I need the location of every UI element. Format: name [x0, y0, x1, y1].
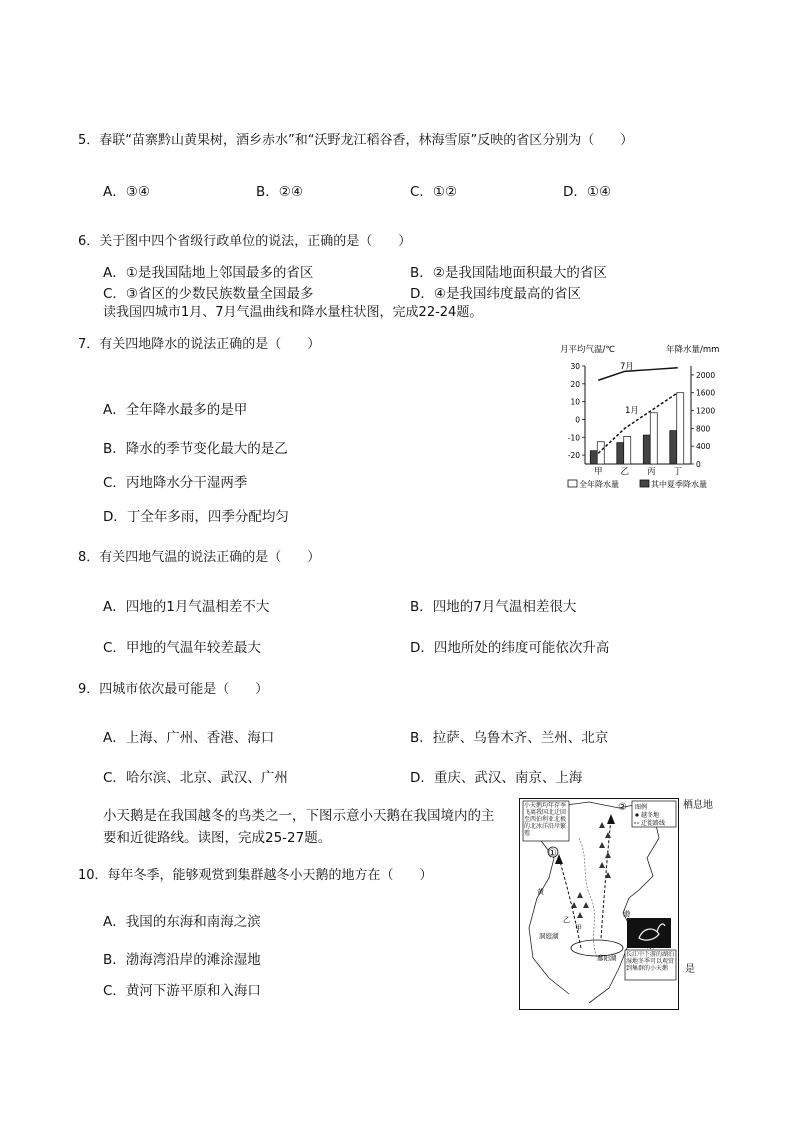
q7-option-a[interactable]: A．全年降水最多的是甲 — [103, 402, 248, 418]
q10-stem: 10．每年冬季，能够观赏到集群越冬小天鹅的地方在（ ） — [78, 868, 433, 883]
chart-ylabel-right: 年降水量/mm — [666, 345, 720, 355]
label-jan: 1月 — [625, 406, 639, 416]
map-note2: 长江中下游的湖泊湿地冬季可以观赏到集群的小天鹅 — [626, 951, 675, 972]
category-label: 丙 — [646, 467, 656, 477]
chart-ylabel-left: 月平均气温/℃ — [560, 345, 615, 355]
category-label: 乙 — [620, 467, 630, 477]
q7-option-c[interactable]: C．丙地降水分干湿两季 — [103, 475, 248, 491]
temp-tick-label: 20 — [570, 379, 580, 389]
map-legend-item-1: 越冬地 — [641, 812, 660, 819]
place-dongting: 洞庭湖 — [539, 932, 559, 940]
temp-tick-label: -10 — [567, 433, 580, 443]
category-label: 丁 — [673, 467, 683, 477]
map-legend-item-2: 迁徙路线 — [641, 820, 666, 827]
temp-tick-label: 0 — [575, 415, 580, 425]
q8-option-a[interactable]: A．四地的1月气温相差不大 — [103, 599, 270, 615]
q8-option-d[interactable]: D．四地所处的纬度可能依次升高 — [410, 640, 610, 656]
q10-option-a[interactable]: A．我国的东海和南海之滨 — [103, 914, 261, 930]
bar-summer-precip — [670, 431, 677, 464]
q9-option-a[interactable]: A．上海、广州、香港、海口 — [103, 730, 275, 746]
bar-total-precip — [624, 436, 631, 464]
q6-option-d[interactable]: D．④是我国纬度最高的省区 — [410, 286, 581, 302]
legend-summer-label: 其中夏季降水量 — [651, 480, 707, 489]
q7-option-d[interactable]: D．丁全年多雨，四季分配均匀 — [103, 509, 289, 525]
jan-temp-line — [598, 393, 678, 454]
label-july: 7月 — [620, 362, 634, 372]
temp-tick-label: -20 — [567, 451, 580, 461]
q7-stem: 7．有关四地降水的说法正确的是（ ） — [78, 337, 321, 352]
q5-option-a[interactable]: A．③④ — [103, 184, 150, 200]
q5-stem: 5．春联“苗寨黔山黄果树，酒乡赤水”和“沃野龙江稻谷香，林海雪原”反映的省区分别为（ ） — [78, 133, 634, 148]
marker-2: ② — [618, 802, 627, 813]
place-bo: 渤 — [623, 910, 630, 918]
q9-option-b[interactable]: B．拉萨、乌鲁木齐、兰州、北京 — [410, 730, 609, 746]
temp-tick-label: 10 — [570, 397, 580, 407]
legend-total-label: 全年降水量 — [579, 480, 619, 489]
legend-winter-symbol — [635, 813, 638, 816]
bar-summer-precip — [617, 443, 624, 464]
q6-option-b[interactable]: B．②是我国陆地面积最大的省区 — [410, 265, 607, 281]
bar-summer-precip — [590, 451, 597, 464]
q7-option-b[interactable]: B．降水的季节变化最大的是乙 — [103, 441, 288, 457]
q8-stem: 8．有关四地气温的说法正确的是（ ） — [78, 550, 321, 565]
q6-option-a[interactable]: A．①是我国陆地上邻国最多的省区 — [103, 265, 314, 281]
precip-tick-label: 0 — [696, 460, 701, 469]
q9-option-d[interactable]: D．重庆、武汉、南京、上海 — [410, 770, 583, 786]
side-label-is: 是 — [685, 964, 695, 975]
precip-tick-label: 1600 — [696, 388, 716, 398]
q5-option-d[interactable]: D．①④ — [563, 184, 612, 200]
category-label: 甲 — [593, 467, 603, 477]
map-note1: 小天鹅均年存季飞离我国北迁回至西伯利亚北极的北冰洋沿岸繁殖 — [524, 802, 567, 837]
precip-tick-label: 400 — [696, 442, 711, 452]
july-temp-line — [598, 368, 678, 380]
q8-option-c[interactable]: C．甲地的气温年较差最大 — [103, 640, 261, 656]
q10-option-c[interactable]: C．黄河下游平原和入海口 — [103, 983, 261, 999]
swan-photo — [627, 918, 671, 948]
q6-stem: 6．关于图中四个省级行政单位的说法，正确的是（ ） — [78, 234, 412, 249]
q6-option-c[interactable]: C．③省区的少数民族数量全国最多 — [103, 286, 314, 302]
legend-summer-swatch — [640, 480, 649, 487]
precip-tick-label: 800 — [696, 424, 711, 434]
precip-tick-label: 1200 — [696, 406, 716, 416]
place-jia: 甲 — [575, 924, 582, 932]
place-poyang: 鄱阳湖 — [597, 954, 617, 962]
intro-chart: 读我国四城市1月、7月气温曲线和降水量柱状图，完成22-24题。 — [103, 305, 483, 320]
bar-total-precip — [677, 393, 684, 464]
q10-option-b[interactable]: B．渤海湾沿岸的滩涂湿地 — [103, 952, 261, 968]
temp-tick-label: 30 — [570, 362, 580, 371]
intro-swan-line2: 要和近徙路线。读图，完成25-27题。 — [103, 830, 332, 846]
climate-chart — [558, 340, 728, 495]
place-yi: 乙 — [563, 916, 570, 924]
intro-swan-line1: 小天鹅是在我国越冬的鸟类之一，下图示意小天鹅在我国境内的主 — [103, 808, 495, 824]
bar-summer-precip — [643, 435, 650, 464]
place-huang: 黄 — [537, 888, 544, 896]
map-legend-title: 图例 — [635, 804, 648, 811]
q8-option-b[interactable]: B．四地的7月气温相差很大 — [410, 599, 577, 615]
bar-total-precip — [650, 413, 657, 464]
q9-option-c[interactable]: C．哈尔滨、北京、武汉、广州 — [103, 770, 288, 786]
marker-1: ① — [548, 848, 557, 859]
q5-option-b[interactable]: B．②④ — [256, 184, 303, 200]
side-label-habitat: 栖息地 — [683, 800, 713, 811]
q5-option-c[interactable]: C．①② — [410, 184, 458, 200]
precip-tick-label: 2000 — [696, 370, 716, 380]
swan-migration-map — [519, 798, 679, 1010]
legend-total-swatch — [568, 480, 577, 487]
q9-stem: 9．四城市依次最可能是（ ） — [78, 682, 269, 697]
